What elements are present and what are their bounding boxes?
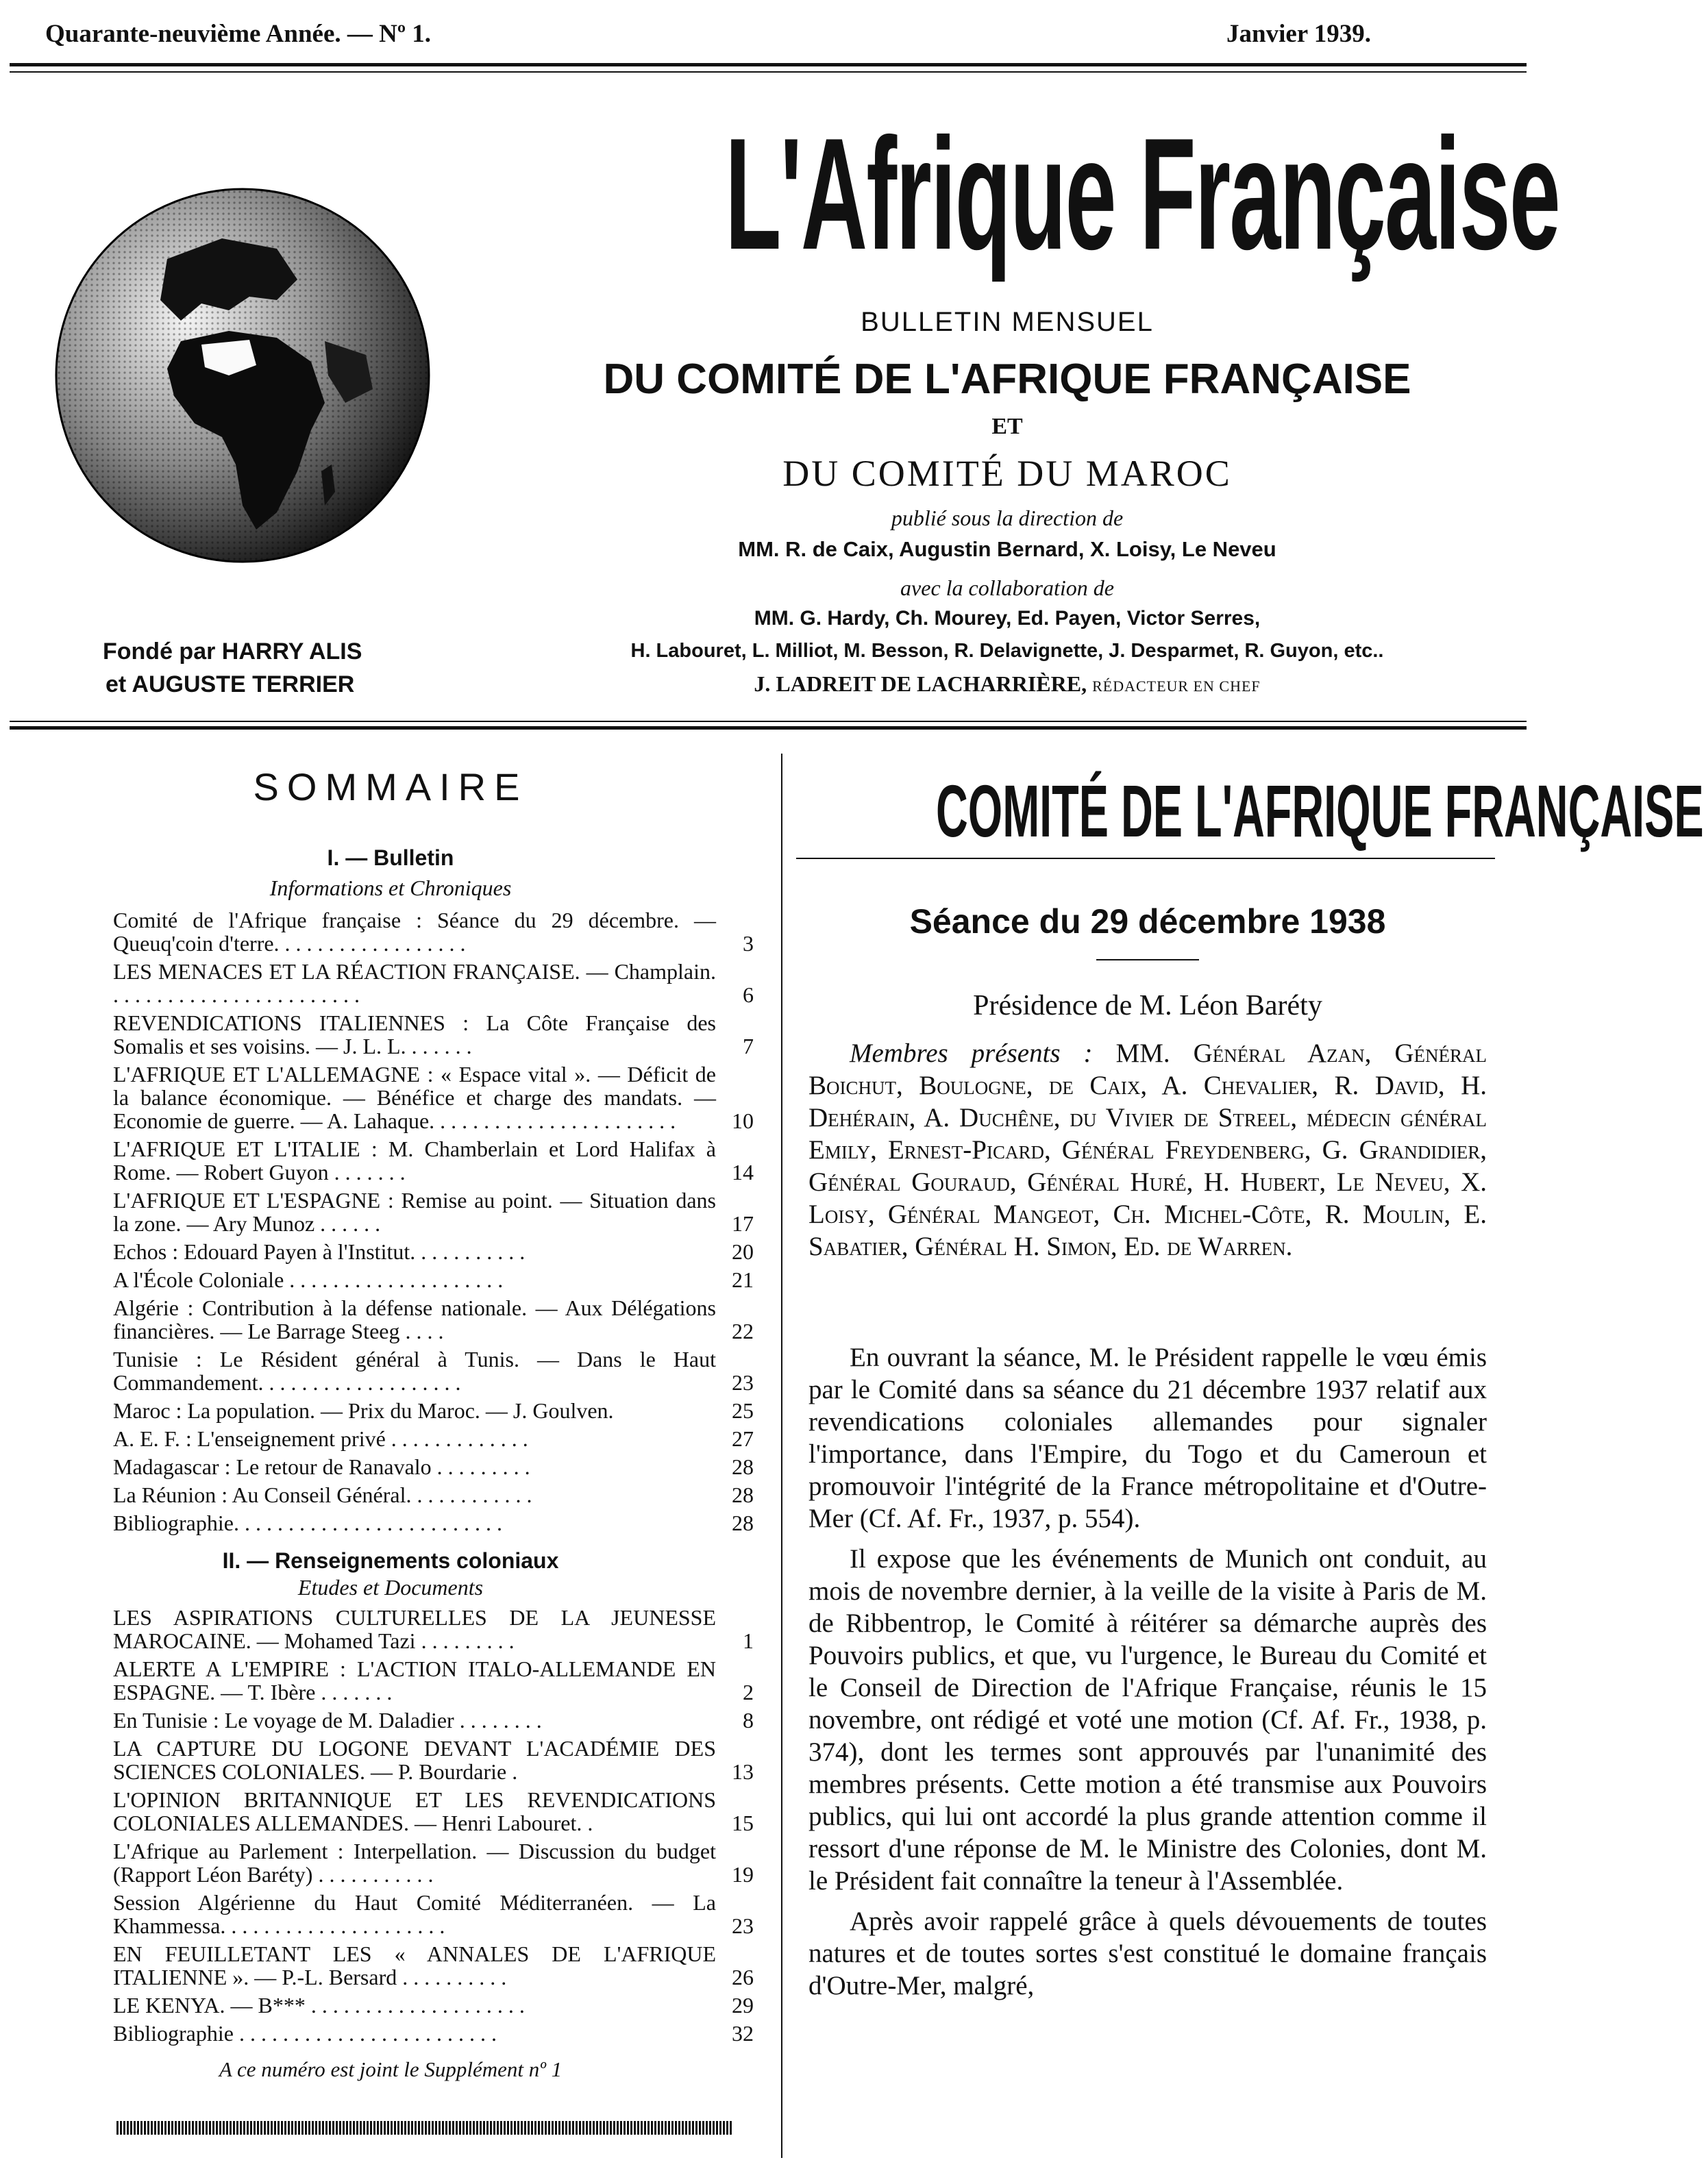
editor-role: RÉDACTEUR EN CHEF xyxy=(1092,678,1261,695)
session-title: Séance du 29 décembre 1938 xyxy=(909,902,1386,941)
toc-entry-text: LA CAPTURE DU LOGONE DEVANT L'ACADÉMIE DES SCIENCES COLONIALES. — P. Bourdarie . xyxy=(113,1736,716,1784)
masthead-and: ET xyxy=(991,414,1023,439)
toc-entry xyxy=(113,1511,754,1535)
toc-entry-text: LE KENYA. — B*** . . . . . . . . . . . . . . . . . . . . xyxy=(113,1993,525,2018)
toc-entry-page: 8 xyxy=(743,1708,754,1733)
founded-line-2: et AUGUSTE TERRIER xyxy=(106,671,355,697)
toc-entry xyxy=(113,1268,754,1291)
toc-entry-page: 22 xyxy=(732,1319,754,1343)
toc-entry-text: REVENDICATIONS ITALIENNES : La Côte Française des Somalis et ses voisins. — J. L. L. . . . . . . xyxy=(113,1010,716,1058)
toc-entry-page: 14 xyxy=(732,1160,754,1184)
toc-entry-page: 27 xyxy=(732,1426,754,1451)
toc-entry xyxy=(113,1891,754,1937)
globe-logo-icon xyxy=(51,184,434,567)
section-2-heading: II. — Renseignements coloniaux xyxy=(222,1548,559,1573)
toc-entry-text: L'AFRIQUE ET L'ALLEMAGNE : « Espace vital ». — Déficit de la balance économique. — Bénéfice et charge des mandats. — Economie de guerre. — A. Lahaque. . . . . . . . . . . . . . . . . . . . . . . xyxy=(113,1062,716,1133)
masthead-rule xyxy=(10,721,1527,722)
toc-entry-text: L'AFRIQUE ET L'ESPAGNE : Remise au point. — Situation dans la zone. — Ary Munoz . . . . . . xyxy=(113,1188,716,1236)
presidence: Présidence de M. Léon Baréty xyxy=(973,990,1322,1021)
sommaire-title: SOMMAIRE xyxy=(253,765,528,808)
issue-number: Quarante-neuvième Année. — Nº 1. xyxy=(45,20,432,48)
toc-entry-text: L'AFRIQUE ET L'ITALIE : M. Chamberlain et Lord Halifax à Rome. — Robert Guyon . . . . . . . xyxy=(113,1137,716,1184)
toc-entry xyxy=(113,1657,754,1704)
section-1-heading: I. — Bulletin xyxy=(327,845,454,870)
toc-entry-text: Bibliographie . . . . . . . . . . . . . . . . . . . . . . . . xyxy=(113,2021,497,2046)
toc-entry xyxy=(113,1063,754,1132)
toc-entry-text: A l'École Coloniale . . . . . . . . . . . . . . . . . . . . xyxy=(113,1267,504,1292)
toc-entry xyxy=(113,1427,754,1450)
toc-entry-page: 6 xyxy=(743,982,754,1007)
issue-date: Janvier 1939. xyxy=(1226,20,1372,48)
toc-section-2 xyxy=(113,1606,754,2045)
toc-entry-text: EN FEUILLETANT LES « ANNALES DE L'AFRIQUE ITALIENNE ». — P.-L. Bersard . . . . . . . . . . xyxy=(113,1941,716,1989)
directors: MM. R. de Caix, Augustin Bernard, X. Loisy, Le Neveu xyxy=(738,537,1276,561)
toc-entry xyxy=(113,1994,754,2017)
toc-entry-text: L'OPINION BRITANNIQUE ET LES REVENDICATIONS COLONIALES ALLEMANDES. — Henri Labouret. . xyxy=(113,1787,716,1835)
toc-entry-text: Maroc : La population. — Prix du Maroc. — J. Goulven. xyxy=(113,1398,614,1423)
toc-entry-text: LES ASPIRATIONS CULTURELLES DE LA JEUNESSE MAROCAINE. — Mohamed Tazi . . . . . . . . . xyxy=(113,1605,716,1653)
toc-entry-page: 3 xyxy=(743,931,754,956)
header-rule xyxy=(10,63,1527,66)
toc-entry xyxy=(113,2022,754,2045)
toc-entry-page: 28 xyxy=(732,1511,754,1535)
toc-entry-page: 29 xyxy=(732,1993,754,2018)
section-2-subheading: Etudes et Documents xyxy=(297,1575,484,1600)
members-paragraph xyxy=(808,1037,1487,1271)
committee-africa: DU COMITÉ DE L'AFRIQUE FRANÇAISE xyxy=(603,356,1411,403)
article-paragraph: En ouvrant la séance, M. le Président rappelle le vœu émis par le Comité dans sa séance du 21 décembre 1937 relatif aux revendications coloniales allemandes pour signaler l'importance, dans l'Empire, du Togo et du Cameroun et promouvoir l'intégrité de la France métropolitaine et d'Outre-Mer (Cf. Af. Fr., 1937, p. 554). xyxy=(808,1343,1487,1533)
toc-entry-text: A. E. F. : L'enseignement privé . . . . . . . . . . . . . xyxy=(113,1426,528,1451)
toc-entry xyxy=(113,1942,754,1989)
toc-entry-page: 26 xyxy=(732,1965,754,1989)
direction-intro: publié sous la direction de xyxy=(891,506,1124,530)
collaborators-line-2: H. Labouret, L. Milliot, M. Besson, R. Delavignette, J. Desparmet, R. Guyon, etc.. xyxy=(630,640,1384,662)
members-label: Membres présents : xyxy=(850,1039,1093,1068)
toc-section-1 xyxy=(113,908,754,1535)
toc-entry xyxy=(113,1296,754,1343)
committee-morocco: DU COMITÉ DU MAROC xyxy=(782,453,1232,494)
members-list: MM. Général Azan, Général Boichut, Boulogne, de Caix, A. Chevalier, R. David, H. Dehérain, A. Duchêne, du Vivier de Streel, médecin général Emily, Ernest-Picard, Général Freydenberg, G. Grandidier, Général Gouraud, Général Huré, H. Hubert, Le Neveu, X. Loisy, Général Mangeot, Ch. Michel-Côte, R. Moulin, E. Sabatier, Général H. Simon, Ed. de Warren. xyxy=(808,1039,1487,1261)
column-divider xyxy=(781,754,782,2158)
masthead-subtitle: BULLETIN MENSUEL xyxy=(861,307,1154,337)
toc-entry xyxy=(113,1240,754,1263)
toc-entry xyxy=(113,1788,754,1835)
article-paragraph: Après avoir rappelé grâce à quels dévouements de toutes natures et de toutes sortes s'est constitué le domaine français d'Outre-Mer, malgré, xyxy=(808,1907,1487,2000)
section-title: COMITÉ DE L'AFRIQUE FRANÇAISE xyxy=(936,769,1704,852)
toc-entry-page: 7 xyxy=(743,1034,754,1058)
toc-entry-page: 19 xyxy=(732,1862,754,1887)
editor-line xyxy=(521,671,1494,697)
toc-entry xyxy=(113,1348,754,1394)
toc-entry-text: Algérie : Contribution à la défense nationale. — Aux Délégations financières. — Le Barrage Steeg . . . . xyxy=(113,1295,716,1343)
toc-entry-text: Echos : Edouard Payen à l'Institut. . . . . . . . . . . xyxy=(113,1239,526,1264)
toc-entry-page: 28 xyxy=(732,1454,754,1479)
toc-entry-text: Comité de l'Afrique française : Séance du 29 décembre. — Queuq'coin d'terre. . . . . . . . . . . . . . . . . . xyxy=(113,908,716,956)
toc-entry xyxy=(113,1189,754,1235)
session-rule xyxy=(1096,959,1199,960)
masthead-title: L'Afrique Française xyxy=(725,106,1560,283)
toc-entry-text: LES MENACES ET LA RÉACTION FRANÇAISE. — Champlain. . . . . . . . . . . . . . . . . . . . . . . . xyxy=(113,959,716,1007)
toc-entry-text: La Réunion : Au Conseil Général. . . . . . . . . . . . xyxy=(113,1482,532,1507)
header-rule-thin xyxy=(10,71,1527,73)
article-body xyxy=(808,1341,1487,2010)
supplement-note: A ce numéro est joint le Supplément nº 1 xyxy=(219,2057,563,2081)
toc-entry-page: 21 xyxy=(732,1267,754,1292)
toc-entry-text: Bibliographie. . . . . . . . . . . . . . . . . . . . . . . . . xyxy=(113,1511,502,1535)
toc-entry-page: 17 xyxy=(732,1211,754,1236)
toc-entry-page: 23 xyxy=(732,1913,754,1938)
toc-entry xyxy=(113,1399,754,1422)
toc-entry xyxy=(113,1455,754,1478)
toc-entry-page: 1 xyxy=(743,1628,754,1653)
toc-entry-page: 23 xyxy=(732,1370,754,1395)
toc-entry xyxy=(113,908,754,955)
toc-entry-page: 20 xyxy=(732,1239,754,1264)
toc-entry-text: Tunisie : Le Résident général à Tunis. — Dans le Haut Commandement. . . . . . . . . . . . . . . . . . . xyxy=(113,1347,716,1395)
toc-entry-text: En Tunisie : Le voyage de M. Daladier . . . . . . . . xyxy=(113,1708,542,1733)
founded-line-1: Fondé par HARRY ALIS xyxy=(103,638,362,665)
toc-entry xyxy=(113,1011,754,1058)
toc-entry xyxy=(113,1483,754,1506)
toc-entry xyxy=(113,960,754,1006)
title-rule xyxy=(796,858,1495,859)
collaborators-line-1: MM. G. Hardy, Ch. Mourey, Ed. Payen, Victor Serres, xyxy=(754,607,1261,630)
editor-name: J. LADREIT DE LACHARRIÈRE, xyxy=(754,671,1087,696)
toc-entry-text: L'Afrique au Parlement : Interpellation. — Discussion du budget (Rapport Léon Baréty) . . . . . . . . . . . xyxy=(113,1839,716,1887)
toc-entry-page: 13 xyxy=(732,1759,754,1784)
toc-entry-page: 28 xyxy=(732,1482,754,1507)
toc-entry xyxy=(113,1137,754,1184)
bottom-rule xyxy=(116,2121,733,2135)
toc-entry-text: Madagascar : Le retour de Ranavalo . . . . . . . . . xyxy=(113,1454,530,1479)
toc-entry-page: 10 xyxy=(732,1108,754,1133)
toc-entry-text: Session Algérienne du Haut Comité Méditerranéen. — La Khammessa. . . . . . . . . . . . . . . . . . . . . xyxy=(113,1890,716,1938)
toc-entry-page: 15 xyxy=(732,1811,754,1835)
toc-entry-page: 32 xyxy=(732,2021,754,2046)
toc-entry-page: 2 xyxy=(743,1680,754,1704)
toc-entry xyxy=(113,1606,754,1652)
toc-entry-page: 25 xyxy=(732,1398,754,1423)
section-1-subheading: Informations et Chroniques xyxy=(269,876,512,900)
toc-entry xyxy=(113,1839,754,1886)
toc-entry-text: ALERTE A L'EMPIRE : L'ACTION ITALO-ALLEMANDE EN ESPAGNE. — T. Ibère . . . . . . . xyxy=(113,1656,716,1704)
collaboration-intro: avec la collaboration de xyxy=(900,575,1114,600)
masthead-rule-thick xyxy=(10,726,1527,730)
table-of-contents xyxy=(113,908,754,2082)
article-paragraph: Il expose que les événements de Munich ont conduit, au mois de novembre dernier, à la veille de la visite à Paris de M. de Ribbentrop, le Comité à réitérer sa démarche auprès des Pouvoirs publics, et que, vu l'urgence, le Bureau du Comité et le Conseil de Direction de l'Afrique Française, réunis le 15 novembre, ont rédigé et voté une motion (Cf. Af. Fr., 1938, p. 374), dont les termes sont approuvés par l'unanimité des membres présents. Cette motion a été transmise aux Pouvoirs publics, qui lui ont accordé la plus grande attention comme il ressort d'une réponse de M. le Ministre des Colonies, dont M. le Président fait connaître la teneur à l'Assemblée. xyxy=(808,1544,1487,1896)
toc-entry xyxy=(113,1737,754,1783)
toc-entry xyxy=(113,1709,754,1732)
